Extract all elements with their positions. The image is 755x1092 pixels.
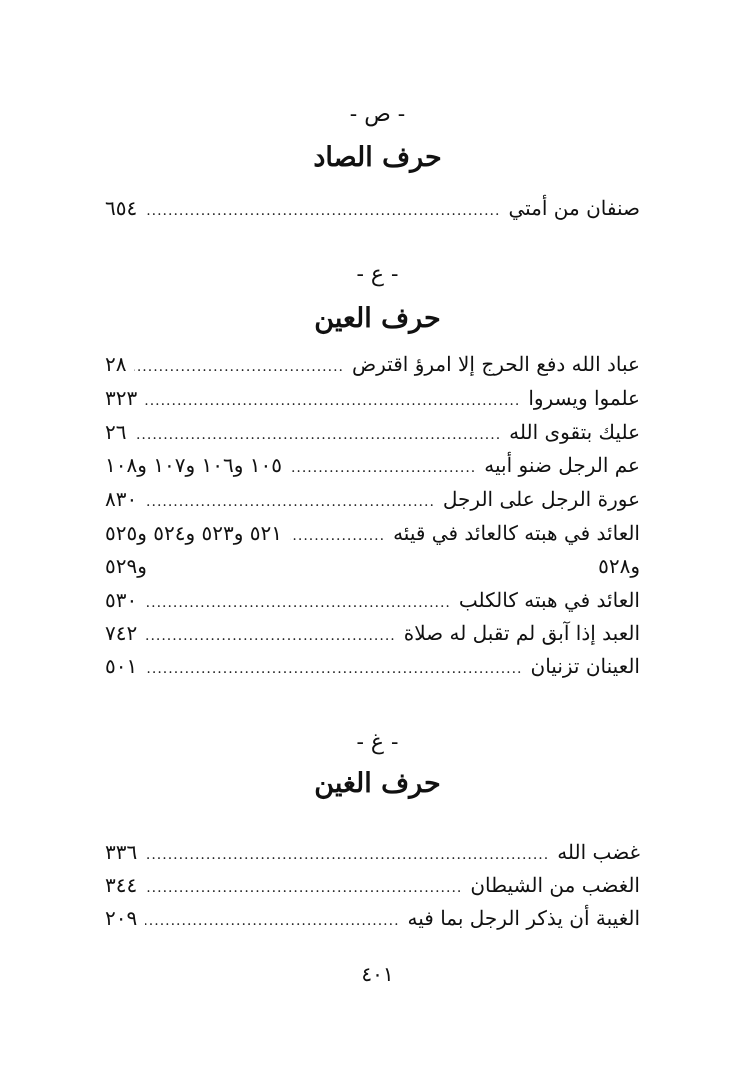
entry-label: عم الرجل ضنو أبيه <box>484 453 640 477</box>
index-entry <box>105 906 640 936</box>
leader-dots <box>145 595 451 611</box>
leader-dots <box>145 880 462 896</box>
section-title-ain: حرف العين <box>314 303 441 334</box>
entry-pages: ٢٦ <box>105 420 127 444</box>
entry-label: عباد الله دفع الحرج إلا امرؤ اقترض <box>351 352 640 376</box>
leader-dots <box>134 359 343 375</box>
entry-label: العائد في هبته كالعائد في قيئه <box>393 521 640 545</box>
entry-pages: ٢٨ <box>105 352 127 376</box>
leader-dots <box>145 393 520 409</box>
entry-label: الغضب من الشيطان <box>470 873 640 897</box>
leader-dots <box>145 661 522 677</box>
entry-continuation-left: و٥٢٩ <box>105 554 147 578</box>
section-letter-sad: - ص - <box>349 102 406 127</box>
index-entry <box>105 453 640 483</box>
entry-label: علموا ويسروا <box>528 386 640 410</box>
index-entry <box>105 487 640 517</box>
entry-label: العائد في هبته كالكلب <box>458 588 640 612</box>
leader-dots <box>145 913 399 929</box>
section-title-sad: حرف الصاد <box>313 142 442 173</box>
entry-pages: ٨٣٠ <box>105 487 138 511</box>
leader-dots <box>134 427 501 443</box>
entry-label: العينان تزنيان <box>530 654 640 678</box>
section-title-ghain: حرف الغين <box>314 768 441 799</box>
entry-continuation-right: و٥٢٨ <box>598 554 640 578</box>
entry-pages: ٥٣٠ <box>105 588 138 612</box>
index-entry <box>105 521 640 551</box>
leader-dots <box>145 628 395 644</box>
entry-pages: ٣٣٦ <box>105 840 138 864</box>
entry-pages: ٦٥٤ <box>105 196 138 220</box>
leader-dots <box>145 494 435 510</box>
index-entry <box>105 840 640 870</box>
entry-label: صنفان من أمتي <box>508 196 640 220</box>
entry-pages: ٢٠٩ <box>105 906 138 930</box>
leader-dots <box>290 460 476 476</box>
index-entry <box>105 352 640 382</box>
entry-pages: ٥٠١ <box>105 654 138 678</box>
index-entry <box>105 621 640 651</box>
entry-pages: ٧٤٢ <box>105 621 138 645</box>
entry-label: عورة الرجل على الرجل <box>442 487 640 511</box>
leader-dots <box>145 203 500 219</box>
page-number: ٤٠١ <box>361 962 394 986</box>
index-entry <box>105 654 640 684</box>
index-entry <box>105 588 640 618</box>
leader-dots <box>290 528 385 544</box>
entry-label: الغيبة أن يذكر الرجل بما فيه <box>407 906 640 930</box>
entry-label: العبد إذا آبق لم تقبل له صلاة <box>403 621 640 645</box>
section-letter-ghain: - غ - <box>356 730 399 755</box>
entry-label: غضب الله <box>557 840 640 864</box>
entry-pages: ٥٢١ و٥٢٣ و٥٢٤ و٥٢٥ <box>105 521 282 545</box>
entry-label: عليك بتقوى الله <box>509 420 640 444</box>
entry-pages: ٣٢٣ <box>105 386 138 410</box>
index-entry <box>105 386 640 416</box>
index-entry <box>105 196 640 226</box>
entry-pages: ٣٤٤ <box>105 873 138 897</box>
section-letter-ain: - ع - <box>356 262 399 287</box>
entry-pages: ١٠٥ و١٠٦ و١٠٧ و١٠٨ <box>105 453 282 477</box>
leader-dots <box>145 847 549 863</box>
index-entry <box>105 420 640 450</box>
index-entry <box>105 873 640 903</box>
